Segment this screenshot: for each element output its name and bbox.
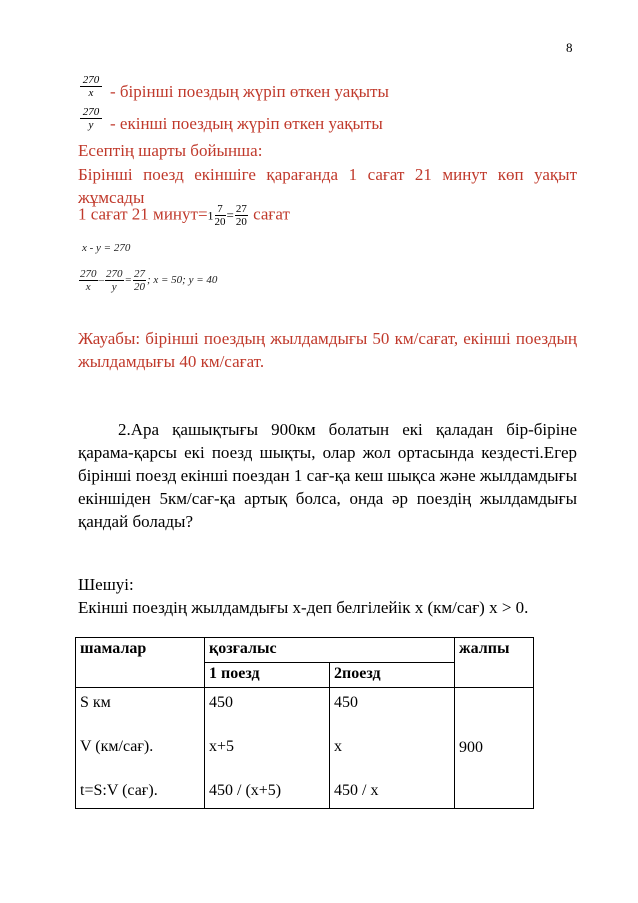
header-train-1: 1 поезд [205,663,330,688]
solution-heading: Шешуі: [78,575,134,594]
header-quantities: шамалар [76,638,205,688]
time-equation: 1 сағат 21 минут=1 $\frac{7}{20}$ = $\frac{27}{20}$ сағат [78,203,290,228]
problem-2-text: 2.Ара қашықтығы 900км болатын екі қаладан бір-біріне қарама-қарсы екі поезд шықты, олар жол ортасында кездесті.Егер бірінші поезд екінші поездан 1 сағ-қа кеш шықса және жылдамдығы екіншіден 5км/сағ-қа артық болса, онда әр поездің жылдамдығы қандай болады? [78,420,577,531]
fraction-7-over-20: $\frac{7}{20}$ [214,203,226,228]
header-train-2: 2поезд [330,663,455,688]
table-cell-labels: S км V (км/сағ). t=S:V (сағ). [76,688,205,809]
condition-text: Бірінші поезд екіншіге қарағанда 1 сағат 21 минут көп уақыт жұмсады [78,165,577,207]
header-total: жалпы [455,638,534,688]
solution-text: Екінші поездің жылдамдығы х-деп белгілейік х (км/сағ) х > 0. [78,598,529,617]
second-train-time-label: - екінші поездың жүріп өткен уақыты [110,114,383,133]
first-train-time-label: - бірінші поездың жүріп өткен уақыты [110,82,389,101]
equation-system [78,242,217,293]
fraction-270-over-x: $\frac{270}{x}$ [80,74,102,99]
condition-heading: Есептің шарты бойынша: [78,141,263,160]
table-cell-total: 900 [455,688,534,809]
motion-table [75,637,534,809]
equation-line-1: x - y = 270 [82,242,131,254]
equation-line-2: $\frac{270}{x}$ – $\frac{270}{y}$ = $\frac{27}{20}$ ; x = 50; y = 40 [80,268,218,293]
table-cell-train-1: 450 x+5 450 / (x+5) [205,688,330,809]
table-cell-train-2: 450 x 450 / x [330,688,455,809]
page-number: 8 [566,40,573,55]
fraction-270-over-y: $\frac{270}{y}$ [80,106,102,131]
answer-text: Жауабы: бірінші поездың жылдамдығы 50 км/сағат, екінші поездың жылдамдығы 40 км/сағат. [78,329,577,371]
header-motion: қозғалыс [205,638,455,663]
fraction-27-over-20: $\frac{27}{20}$ [235,203,247,228]
